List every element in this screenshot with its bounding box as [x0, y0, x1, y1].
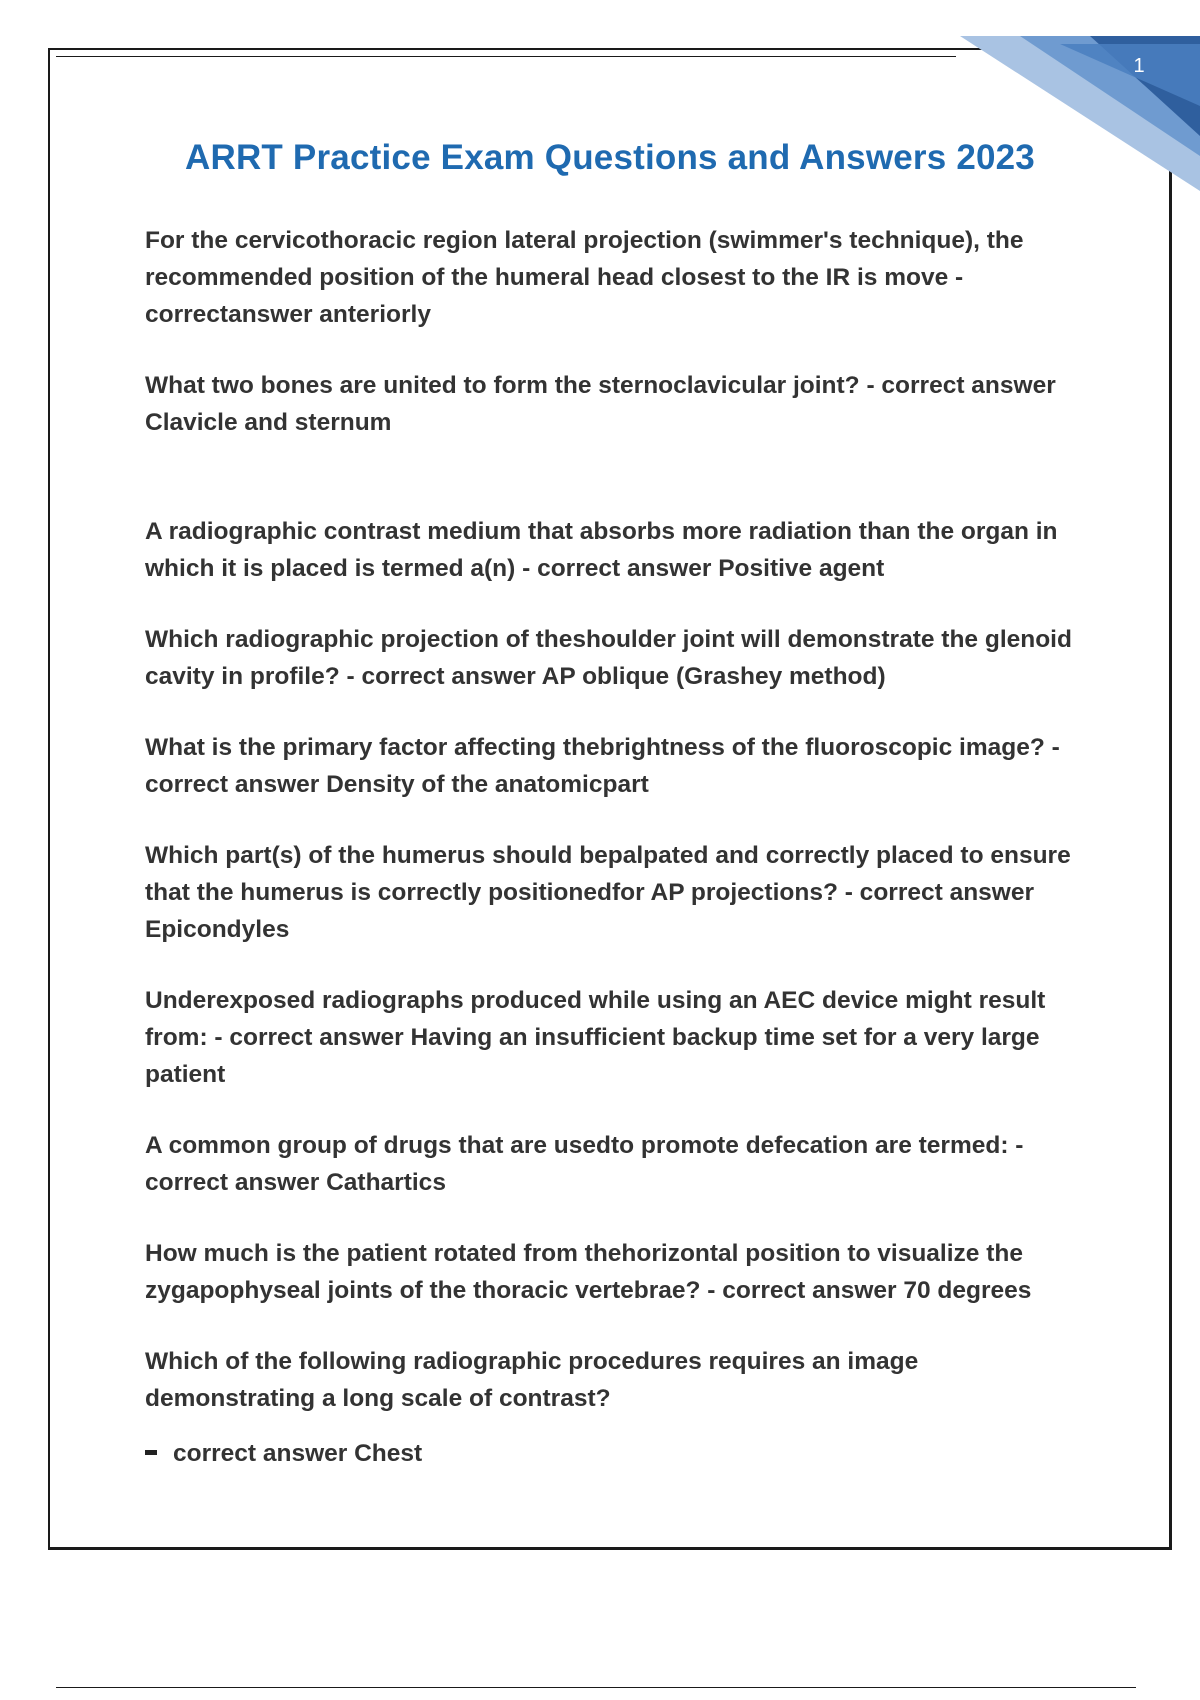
qa-item: A radiographic contrast medium that absorbs more radiation than the organ in which it is placed is termed a(n) - correct answer Positive agent: [145, 518, 1058, 582]
page-number: 1: [1133, 55, 1145, 77]
qa-item: Underexposed radiographs produced while using an AEC device might result from: - correct answer Having an insufficient backup time set for a very large patient: [145, 987, 1046, 1088]
qa-item: Which radiographic projection of theshoulder joint will demonstrate the glenoid cavity in profile? - correct answer AP oblique (Grashey method): [145, 626, 1072, 690]
qa-item: What two bones are united to form the sternoclavicular joint? - correct answer Clavicle and sternum: [145, 372, 1056, 436]
qa-item: What is the primary factor affecting thebrightness of the fluoroscopic image? -correct answer Density of the anatomicpart: [145, 734, 1060, 798]
qa-item: Which part(s) of the humerus should bepalpated and correctly placed to ensure that the humerus is correctly positionedfor AP projections? - correct answer Epicondyles: [145, 842, 1071, 943]
document-title: ARRT Practice Exam Questions and Answers 2023: [185, 138, 1035, 177]
last-answer-line: [145, 1435, 1085, 1472]
qa-list: [145, 222, 1085, 1472]
dash-bullet-icon: [145, 1450, 157, 1455]
last-answer-text: correct answer Chest: [173, 1440, 423, 1467]
qa-item: For the cervicothoracic region lateral projection (swimmer's technique), the recommended position of the humeral head closest to the IR is move - correctanswer anteriorly: [145, 227, 1024, 328]
qa-item: Which of the following radiographic procedures requires an image demonstrating a long scale of contrast?: [145, 1348, 919, 1412]
bottom-rule: [56, 1687, 1136, 1688]
qa-item: How much is the patient rotated from thehorizontal position to visualize the zygapophyseal joints of the thoracic vertebrae? - correct answer 70 degrees: [145, 1240, 1032, 1304]
qa-item: A common group of drugs that are usedto promote defecation are termed: - correct answer Cathartics: [145, 1132, 1024, 1196]
